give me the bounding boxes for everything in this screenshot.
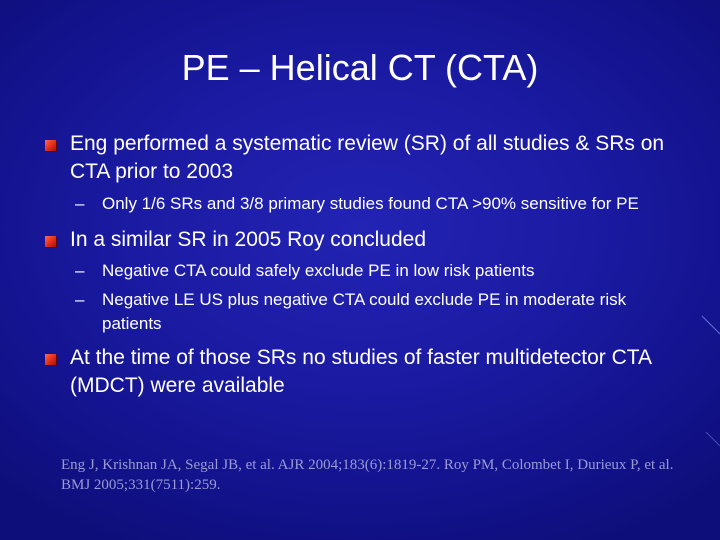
bullet-item [70, 130, 680, 186]
square-bullet-icon [45, 140, 56, 151]
bullet-text: At the time of those SRs no studies of faster multidetector CTA (MDCT) were available [70, 346, 651, 397]
square-bullet-icon [45, 354, 56, 365]
reference-citation: Eng J, Krishnan JA, Segal JB, et al. AJR 2004;183(6):1819-27. Roy PM, Colombet I, Durieux P, et al. BMJ 2005;331(7511):259. [61, 457, 674, 493]
dash-bullet: – [75, 194, 85, 213]
square-bullet-icon [45, 236, 56, 247]
bullet-text: Eng performed a systematic review (SR) of all studies & SRs on CTA prior to 2003 [70, 132, 665, 183]
dash-bullet: – [75, 261, 85, 280]
slide-content [0, 130, 720, 400]
bullet-item [70, 226, 680, 254]
sub-bullet-text: Only 1/6 SRs and 3/8 primary studies found CTA >90% sensitive for PE [102, 194, 639, 213]
sub-bullet-text: Negative CTA could safely exclude PE in low risk patients [102, 261, 535, 280]
sub-bullet-item [75, 192, 682, 216]
sub-bullet-text: Negative LE US plus negative CTA could exclude PE in moderate risk patients [102, 290, 627, 333]
bullet-text: In a similar SR in 2005 Roy concluded [70, 228, 427, 251]
sub-bullet-item [75, 288, 682, 336]
dash-bullet: – [75, 290, 85, 309]
bullet-item [70, 344, 680, 400]
slide-title: PE – Helical CT (CTA) [181, 47, 539, 88]
sub-bullet-item [75, 259, 682, 283]
